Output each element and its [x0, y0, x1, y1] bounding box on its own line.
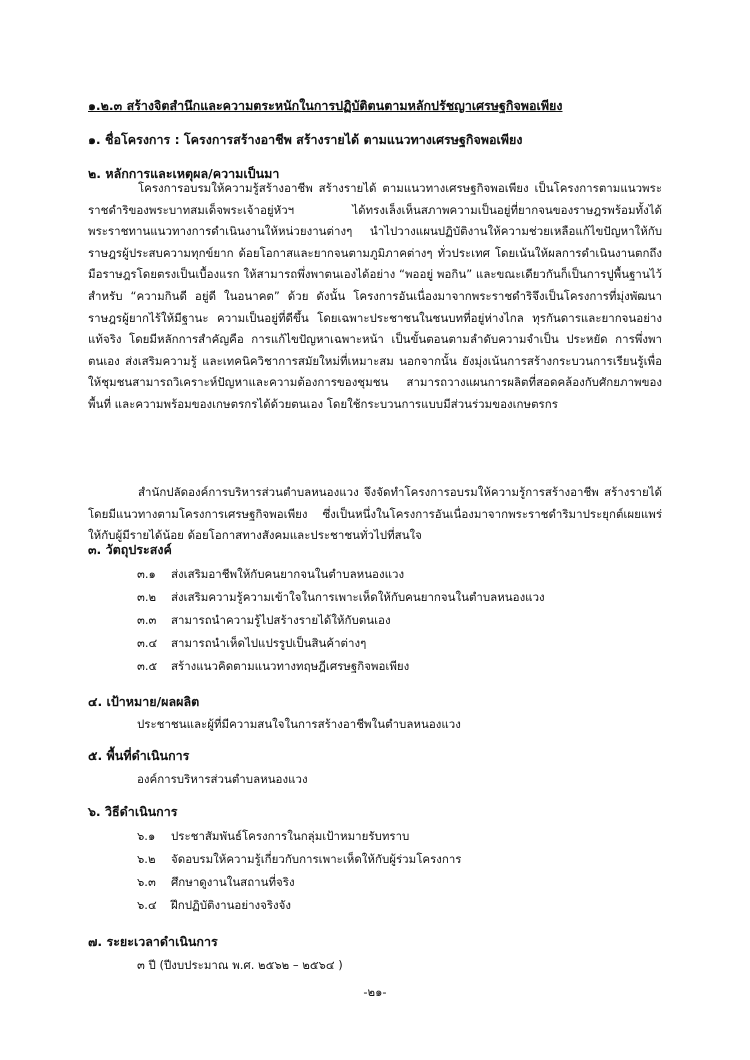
- objective-number: ๓.๑: [137, 567, 156, 581]
- objective-text: ส่งเสริมอาชีพให้กับคนยากจนในตำบลหนองแวง: [171, 567, 405, 581]
- area-text: องค์การบริหารส่วนตำบลหนองแวง: [137, 772, 308, 786]
- method-text: ประชาสัมพันธ์โครงการในกลุ่มเป้าหมายรับทราบ: [171, 829, 410, 843]
- method-text: ฝึกปฏิบัติงานอย่างจริงจัง: [171, 898, 292, 912]
- method-text: จัดอบรมให้ความรู้เกี่ยวกับการเพาะเห็ดให้กับผู้ร่วมโครงการ: [171, 852, 462, 866]
- method-item: [137, 897, 291, 915]
- objective-text: ส่งเสริมความรู้ความเข้าใจในการเพาะเห็ดให้กับคนยากจนในตำบลหนองแวง: [171, 590, 545, 604]
- section-7-heading: ๗. ระยะเวลาดำเนินการ: [88, 934, 218, 949]
- objective-number: ๓.๔: [137, 636, 158, 650]
- section-5-heading: ๕. พื้นที่ดำเนินการ: [88, 748, 190, 763]
- section-4-heading: ๔. เป้าหมาย/ผลผลิต: [88, 694, 200, 709]
- objective-item: [137, 658, 409, 676]
- method-item: [137, 851, 461, 869]
- method-number: ๖.๑: [137, 829, 156, 843]
- method-number: ๖.๔: [137, 898, 157, 912]
- section-1-heading: ๑. ชื่อโครงการ : โครงการสร้างอาชีพ สร้างรายได้ ตามแนวทางเศรษฐกิจพอเพียง: [88, 132, 523, 147]
- objective-number: ๓.๒: [137, 590, 157, 604]
- target-text: ประชาชนและผู้ที่มีความสนใจในการสร้างอาชีพในตำบลหนองแวง: [137, 717, 461, 731]
- objective-text: สามารถนำเห็ดไปแปรรูปเป็นสินค้าต่างๆ: [171, 636, 367, 650]
- section-2-paragraph-2: สำนักปลัดองค์การบริหารส่วนตำบลหนองแวง จึงจัดทำโครงการอบรมให้ความรู้การสร้างอาชีพ สร้างรายได้ โดยมีแนวทางตามโครงการเศรษฐกิจพอเพียง ซึ่งเป็นหนึ่งในโครงการอันเนื่องมาจากพระราชดำริมาประยุกต์เผยแพร่ให้กับผู้มีรายได้น้อย ด้อยโอกาสทางสังคมและประชาชนทั่วไปที่สนใจ: [88, 485, 662, 543]
- document-title: ๑.๒.๓ สร้างจิตสำนึกและความตระหนักในการปฏิบัติตนตามหลักปรัชญาเศรษฐกิจพอเพียง: [88, 98, 563, 113]
- method-text: ศึกษาดูงานในสถานที่จริง: [171, 875, 295, 889]
- objective-item: [137, 612, 391, 630]
- section-2-heading: ๒. หลักการและเหตุผล/ความเป็นมา: [88, 166, 280, 181]
- method-item: [137, 828, 409, 846]
- method-number: ๖.๓: [137, 875, 156, 889]
- duration-text: ๓ ปี (ปีงบประมาณ พ.ศ. ๒๕๖๒ – ๒๕๖๔ ): [137, 958, 343, 972]
- page-number: -๒๑-: [363, 985, 387, 999]
- objective-item: [137, 566, 404, 584]
- objective-item: [137, 635, 366, 653]
- method-number: ๖.๒: [137, 852, 156, 866]
- section-6-heading: ๖. วิธีดำเนินการ: [88, 804, 178, 819]
- method-item: [137, 874, 295, 892]
- objective-number: ๓.๓: [137, 613, 157, 627]
- section-3-heading: ๓. วัตถุประสงค์: [88, 542, 172, 557]
- objective-number: ๓.๕: [137, 659, 158, 673]
- objective-text: สามารถนำความรู้ไปสร้างรายได้ให้กับตนเอง: [171, 613, 391, 627]
- objective-item: [137, 589, 545, 607]
- objective-text: สร้างแนวคิดตามแนวทางทฤษฎีเศรษฐกิจพอเพียง: [171, 659, 410, 673]
- section-2-paragraph-1: โครงการอบรมให้ความรู้สร้างอาชีพ สร้างรายได้ ตามแนวทางเศรษฐกิจพอเพียง เป็นโครงการตามแนวพระราชดำริของพระบาทสมเด็จพระเจ้าอยู่หัวฯ ได้ทรงเล็งเห็นสภาพความเป็นอยู่ที่ยากจนของราษฎรพร้อมทั้งได้พระราชทานแนวทางการดำเนินงานให้หน่วยงานต่างๆ นำไปวางแผนปฏิบัติงานให้ความช่วยเหลือแก้ไขปัญหาให้กับราษฎรผู้ประสบความทุกข์ยาก ด้อยโอกาสและยากจนตามภูมิภาคต่างๆ ทั่วประเทศ โดยเน้นให้ผลการดำเนินงานตกถึงมือราษฎรโดยตรงเป็นเบื้องแรก ให้สามารถพึ่งพาตนเองได้อย่าง “พออยู่ พอกิน” และขณะเดียวกันก็เป็นการปูพื้นฐานไว้สำหรับ “ความกินดี อยู่ดี ในอนาคต” ด้วย ดังนั้น โครงการอันเนื่องมาจากพระราชดำริจึงเป็นโครงการที่มุ่งพัฒนาราษฎรผู้ยากไร้ให้มีฐานะ ความเป็นอยู่ที่ดีขึ้น โดยเฉพาะประชาชนในชนบทที่อยู่ห่างไกล ทุรกันดารและยากจนอย่างแท้จริง โดยมีหลักการสำคัญคือ การแก้ไขปัญหาเฉพาะหน้า เป็นขั้นตอนตามลำดับความจำเป็น ประหยัด การพึ่งพาตนเอง ส่งเสริมความรู้ และเทคนิควิชาการสมัยใหม่ที่เหมาะสม นอกจากนั้น ยังมุ่งเน้นการสร้างกระบวนการเรียนรู้เพื่อให้ชุมชนสามารถวิเคราะห์ปัญหาและความต้องการของชุมชน สามารถวางแผนการผลิตที่สอดคล้องกับศักยภาพของพื้นที่ และความพร้อมของเกษตรกรได้ด้วยตนเอง โดยใช้กระบวนการแบบมีส่วนร่วมของเกษตรกร: [88, 181, 662, 411]
